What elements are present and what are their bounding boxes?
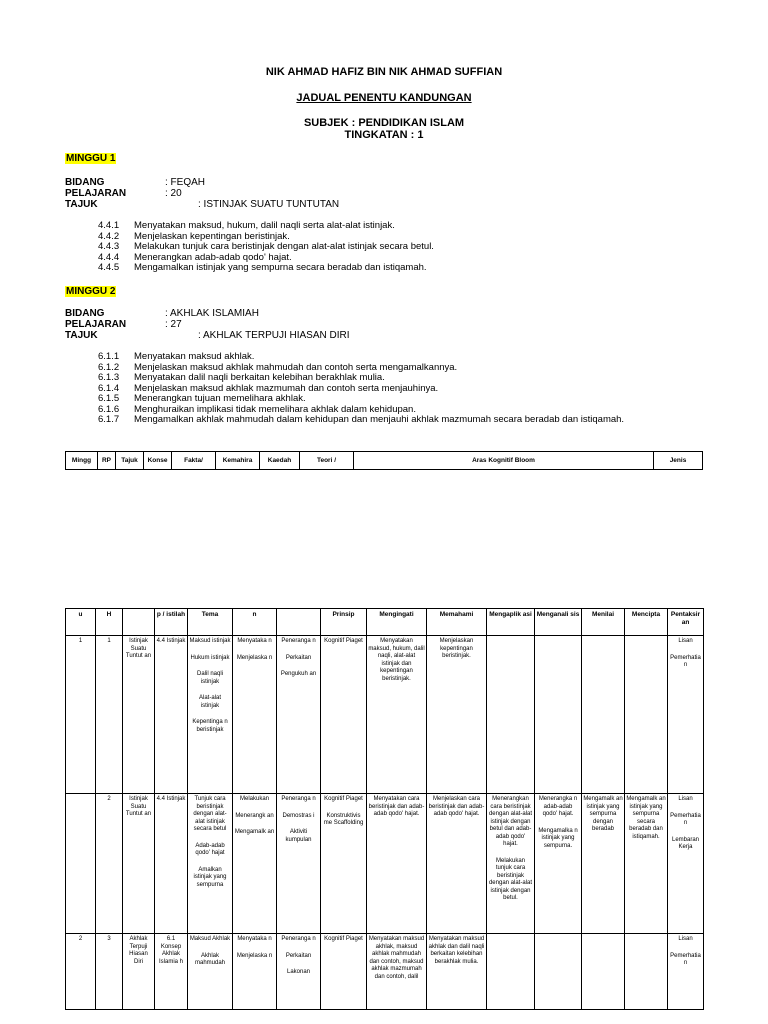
cell-text: Aktiviti kumpulan [285,829,312,843]
column-header: Prinsip [321,609,367,636]
table-row [66,934,704,1010]
table-cell [427,794,487,934]
week-1-objectives [98,221,434,274]
table-cell [233,934,277,1010]
cell-text: Adab-adab qodo' hajat [195,842,225,856]
table-cell [321,934,367,1010]
cell-text: Mengamalk an istinjak yang sempurna secara beradab dan istiqamah. [626,796,666,840]
column-header: Memahami [427,609,487,636]
cell-text: Konstruktivis me Scaffolding [323,812,364,826]
cell-text: Maksud istinjak [189,638,231,644]
table-cell [535,636,582,794]
cell-text: Menjelaska n [236,952,273,959]
bloom-header-table [65,451,703,470]
column-header: Fakta/ [172,452,216,470]
subject-line: SUBJEK : PENDIDIKAN ISLAM [303,117,465,129]
table-cell [277,934,321,1010]
column-header: RP [98,452,116,470]
cell-text: Lisan [678,936,693,942]
table-cell [535,934,582,1010]
column-header: Mengaplik asi [487,609,535,636]
column-header: p / istilah [155,609,188,636]
document-title: JADUAL PENENTU KANDUNGAN [296,92,472,104]
pelajaran-value: : 20 [165,188,182,199]
cell-text: Mengamalka n istinjak yang sempurna. [538,827,578,849]
cell-text: Lembaran Kerja [671,836,700,850]
bidang-value: : FEQAH [165,177,206,188]
cell-text: Maksud Akhlak [189,936,231,942]
table-cell [535,794,582,934]
tajuk-label: TAJUK [65,199,98,210]
pelajaran-label: PELAJARAN [65,188,127,199]
content-table [65,608,704,1010]
cell-text: Kognitif Piaget [324,638,363,644]
cell-text: Pemerhatia n [670,654,701,668]
cell-text: Perkaitan [285,952,312,959]
table-cell [233,794,277,934]
cell-text: 3 [107,936,111,942]
objective-item: 6.1.2 Menjelaskan maksud akhlak mahmudah dan contoh serta mengamalkannya. [98,361,458,373]
cell-text: 1 [78,638,83,644]
column-header: Kaedah [260,452,300,470]
cell-text: Akhlak mahmudah [194,952,226,966]
column-header: Tajuk [116,452,144,470]
table-cell [668,636,704,794]
column-header: Menilai [582,609,625,636]
cell-text: Menjelaska n [236,654,273,661]
objective-item: 6.1.1 Menyatakan maksud akhlak. [98,351,255,362]
cell-text: Pemerhatia n [670,952,701,966]
cell-text: Menyataka n [237,936,272,942]
column-header: Tema [188,609,233,636]
table-cell [277,636,321,794]
cell-text: Istinjak Suatu Tuntut an [125,796,152,817]
table-row [66,636,704,794]
objective-item: 6.1.4 Menjelaskan maksud akhlak mazmumah dan contoh serta menjauhinya. [98,382,439,394]
level-line: TINGKATAN : 1 [344,129,424,141]
cell-text: Menyataka n [237,638,272,644]
cell-text: 2 [78,936,83,942]
table-cell [155,636,188,794]
column-header: Aras Kognitif Bloom [354,452,654,470]
tajuk-value: : AKHLAK TERPUJI HIASAN DIRI [198,330,350,341]
objective-item: 4.4.5 Mengamalkan istinjak yang sempurna secara beradab dan istiqamah. [98,262,427,273]
table-cell [66,794,96,934]
cell-text: Menjelaskan cara beristinjak dan adab-adab qodo' hajat. [428,796,485,817]
cell-text: Peneranga n [281,638,316,644]
cell-text: 2 [107,796,111,802]
table-cell [582,794,625,934]
cell-text: Menyatakan maksud akhlak dan dalil naqli berkaitan kelebihan berakhlak mulia. [428,936,485,965]
table-cell [96,636,123,794]
cell-text: Mengamalk an [234,829,275,835]
column-header: Mingg [66,452,98,470]
column-header: Mencipta [625,609,668,636]
table-cell [321,636,367,794]
cell-text: Alat-alat istinjak [198,695,221,709]
bidang-value: : AKHLAK ISLAMIAH [165,308,259,319]
cell-text: Menerangka n adab-adab qodo' hajat. [538,796,578,817]
table-cell [427,636,487,794]
table-cell [66,636,96,794]
week-2-meta: BIDANG : AKHLAK ISLAMIAH PELAJARAN : 27 TAJUK : AKHLAK TERPUJI HIASAN DIRI [65,308,350,341]
table-cell [96,934,123,1010]
author-name: NIK AHMAD HAFIZ BIN NIK AHMAD SUFFIAN [265,66,503,78]
table-cell [188,794,233,934]
cell-text: Dalil naqli istinjak [196,671,223,685]
table-cell [233,636,277,794]
objective-item: 6.1.6 Menghuraikan implikasi tidak memelihara akhlak dalam kehidupan. [98,403,416,415]
table-cell [582,636,625,794]
cell-text: Lisan [678,796,693,802]
table-cell [487,636,535,794]
table-cell [123,794,155,934]
table-cell [367,636,427,794]
objective-item: 4.4.1 Menyatakan maksud, hukum, dalil naqli serta alat-alat istinjak. [98,220,395,231]
table-cell [625,934,668,1010]
table-cell [155,934,188,1010]
week-2-objectives [98,352,624,426]
cell-text: Hukum istinjak [190,654,230,661]
table-cell [367,934,427,1010]
cell-text: 6.1 Konsep Akhlak Islamia h [158,936,183,965]
table-cell [582,934,625,1010]
table-cell [427,934,487,1010]
cell-text: 4.4 Istinjak [156,796,186,802]
cell-text: Istinjak Suatu Tuntut an [125,638,152,659]
column-header: Konse [144,452,172,470]
objective-item: 4.4.3 Melakukan tunjuk cara beristinjak dengan alat-alat istinjak secara betul. [98,241,434,252]
cell-text: 4.4 Istinjak [156,638,186,644]
column-header: Jenis [654,452,703,470]
cell-text: Menjelaskan kepentingan beristinjak. [439,638,474,659]
column-header: H [96,609,123,636]
cell-text: 1 [107,638,111,644]
objective-item: 4.4.4 Menerangkan adab-adab qodo' hajat. [98,251,292,263]
cell-text: Mengamalk an istinjak yang sempurna dengan beradab [583,796,623,832]
column-header: u [66,609,96,636]
cell-text: Peneranga n [281,796,316,802]
pelajaran-value: : 27 [165,319,182,330]
table-cell [66,934,96,1010]
column-header: Kemahira [216,452,260,470]
cell-text: Menerangkan cara beristinjak dengan alat-alat istinjak dengan betul dan adab-adab qodo' hajat. [488,796,533,847]
table-cell [188,636,233,794]
column-header: n [233,609,277,636]
week-1-label: MINGGU 1 [66,153,116,164]
cell-text: Pengukuh an [280,671,317,677]
table-cell [188,934,233,1010]
cell-text: Kepentinga n beristinjak [192,719,228,733]
table-cell [367,794,427,934]
objective-item: 4.4.2 Menjelaskan kepentingan beristinjak. [98,230,290,242]
tajuk-value: : ISTINJAK SUATU TUNTUTAN [198,199,340,210]
week-1-meta [65,177,340,210]
table-cell [668,934,704,1010]
cell-text: Tunjuk cara beristinjak dengan alat-alat istinjak secara betul [193,796,227,832]
table-cell [625,636,668,794]
column-header: Pentaksir an [668,609,704,636]
table-cell [668,794,704,934]
cell-text: Menyatakan maksud, hukum, dalil naqli, alat-alat istinjak dan kepentingan beristinjak. [368,638,425,682]
table-row [66,794,704,934]
cell-text: Peneranga n [281,936,316,942]
cell-text: Amalkan istinjak yang sempurna [193,866,227,888]
week-2-label: MINGGU 2 [66,286,116,297]
cell-text: Melakukan [239,796,269,802]
cell-text: Demostras i [282,812,315,819]
column-header [123,609,155,636]
cell-text: Lakonan [286,969,311,975]
bidang-label: BIDANG [65,177,105,188]
table-cell [321,794,367,934]
cell-text: Melakukan tunjuk cara beristinjak dengan alat-alat istinjak dengan betul. [488,857,533,901]
column-header: Menganali sis [535,609,582,636]
objective-item: 6.1.3 Menyatakan dalil naqli berkaitan kelebihan berakhlak mulia. [98,372,385,383]
column-header [277,609,321,636]
cell-text: Akhlak Terpuji Hiasan Diri [129,936,148,965]
cell-text: Lisan [678,638,693,644]
table-cell [487,934,535,1010]
table-cell [625,794,668,934]
objective-item: 6.1.5 Menerangkan tujuan memelihara akhlak. [98,393,306,404]
table-cell [123,934,155,1010]
cell-text: Menyatakan maksud akhlak, maksud akhlak mahmudah dan contoh, maksud akhlak mazmumah dan contoh, dalil [368,936,425,980]
cell-text: Menyatakan cara beristinjak dan adab-adab qodo' hajat. [368,796,425,817]
cell-text: Pemerhatia n [670,812,701,826]
cell-text: Kognitif Piaget [324,936,363,942]
table-cell [123,636,155,794]
table-cell [155,794,188,934]
objective-item: 6.1.7 Mengamalkan akhlak mahmudah dalam kehidupan dan menjauhi akhlak mazmumah secara beradab dan istiqamah. [98,414,625,425]
table-cell [277,794,321,934]
cell-text: Perkaitan [285,654,312,661]
column-header: Mengingati [367,609,427,636]
column-header: Teori / [300,452,354,470]
cell-text: Kognitif Piaget [324,796,363,802]
cell-text: Menerangk an [235,812,274,819]
table-cell [96,794,123,934]
table-cell [487,794,535,934]
